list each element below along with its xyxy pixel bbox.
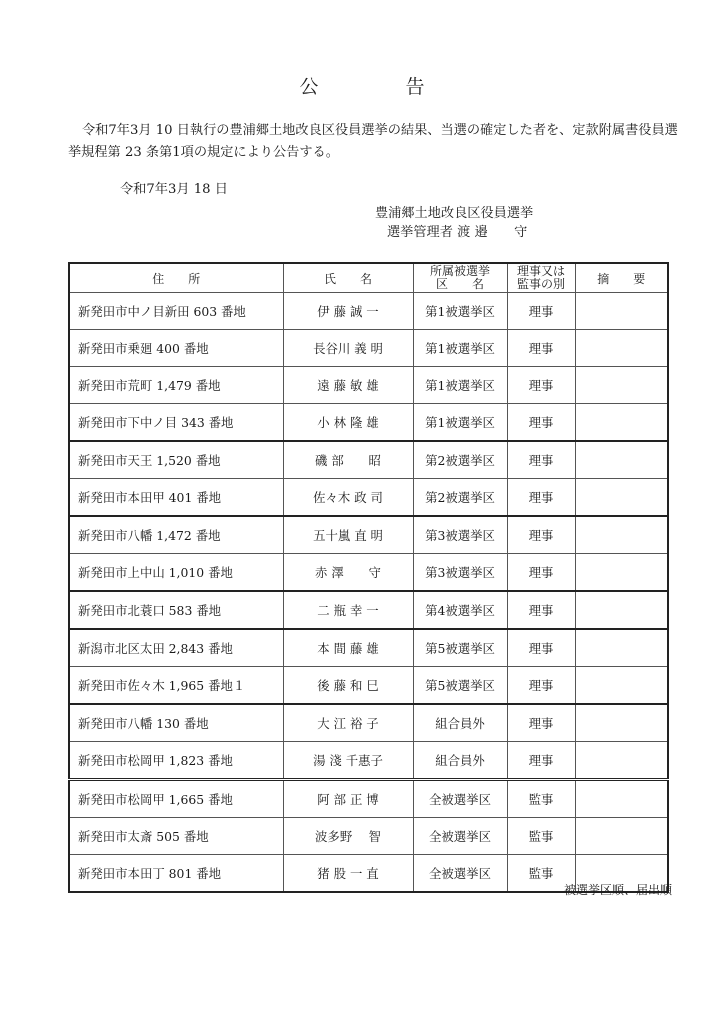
cell-district: 全被選挙区 <box>413 855 507 893</box>
cell-address: 新発田市本田丁 801 番地 <box>69 855 283 893</box>
issuer-line-2: 選挙管理者 渡 邉 守 <box>387 225 528 240</box>
cell-name: 遠 藤 敏 雄 <box>283 367 413 404</box>
cell-role: 理事 <box>507 516 575 554</box>
table-row <box>69 780 668 818</box>
cell-remarks <box>575 404 668 442</box>
cell-district: 全被選挙区 <box>413 818 507 855</box>
cell-address: 新発田市上中山 1,010 番地 <box>69 554 283 592</box>
results-table <box>68 262 669 893</box>
header-name: 氏 名 <box>283 263 413 293</box>
cell-address: 新発田市八幡 1,472 番地 <box>69 516 283 554</box>
table-row <box>69 330 668 367</box>
cell-name: 二 瓶 幸 一 <box>283 591 413 629</box>
table-row <box>69 704 668 742</box>
header-role <box>507 263 575 293</box>
header-address: 住 所 <box>69 263 283 293</box>
cell-role: 監事 <box>507 780 575 818</box>
cell-district: 第3被選挙区 <box>413 516 507 554</box>
cell-remarks <box>575 330 668 367</box>
issuer-block <box>375 204 533 242</box>
issuer-line-1: 豊浦郷土地改良区役員選挙 <box>375 206 534 221</box>
footnote: 被選挙区順、届出順 <box>563 883 672 897</box>
cell-district: 組合員外 <box>413 704 507 742</box>
header-district-line1: 所属被選挙 <box>429 264 490 278</box>
table-row <box>69 591 668 629</box>
table-row <box>69 742 668 780</box>
page-title: 公 告 <box>299 76 459 98</box>
cell-remarks <box>575 591 668 629</box>
cell-remarks <box>575 367 668 404</box>
cell-name: 阿 部 正 博 <box>283 780 413 818</box>
header-role-line2: 監事の別 <box>516 277 565 291</box>
cell-role: 理事 <box>507 554 575 592</box>
cell-name: 小 林 隆 雄 <box>283 404 413 442</box>
table-row <box>69 554 668 592</box>
cell-role: 理事 <box>507 704 575 742</box>
cell-address: 新発田市本田甲 401 番地 <box>69 479 283 517</box>
cell-remarks <box>575 667 668 705</box>
cell-address: 新発田市八幡 130 番地 <box>69 704 283 742</box>
table-header-row <box>69 263 668 293</box>
cell-name: 後 藤 和 巳 <box>283 667 413 705</box>
intro-text: 令和7年3月 10 日執行の豊浦郷土地改良区役員選挙の結果、当選の確定した者を、定款附属書役員選挙規程第 23 条第1項の規定により公告する。 <box>68 123 678 160</box>
cell-remarks <box>575 704 668 742</box>
cell-address: 新発田市松岡甲 1,823 番地 <box>69 742 283 780</box>
cell-name: 長谷川 義 明 <box>283 330 413 367</box>
cell-district: 組合員外 <box>413 742 507 780</box>
cell-address: 新発田市天王 1,520 番地 <box>69 441 283 479</box>
table-row <box>69 441 668 479</box>
cell-role: 理事 <box>507 441 575 479</box>
cell-role: 理事 <box>507 591 575 629</box>
cell-role: 理事 <box>507 367 575 404</box>
cell-remarks <box>575 780 668 818</box>
cell-role: 理事 <box>507 742 575 780</box>
cell-name: 伊 藤 誠 一 <box>283 293 413 330</box>
cell-remarks <box>575 554 668 592</box>
cell-district: 第2被選挙区 <box>413 441 507 479</box>
table-row <box>69 293 668 330</box>
cell-role: 理事 <box>507 293 575 330</box>
header-district <box>413 263 507 293</box>
table-row <box>69 516 668 554</box>
cell-address: 新発田市北蓑口 583 番地 <box>69 591 283 629</box>
table-row <box>69 818 668 855</box>
header-role-line1: 理事又は <box>516 264 565 278</box>
cell-district: 第4被選挙区 <box>413 591 507 629</box>
cell-remarks <box>575 479 668 517</box>
cell-role: 理事 <box>507 404 575 442</box>
cell-role: 理事 <box>507 330 575 367</box>
table-row <box>69 404 668 442</box>
intro-paragraph <box>68 120 688 164</box>
announcement-date: 令和7年3月 18 日 <box>120 182 228 197</box>
cell-remarks <box>575 629 668 667</box>
cell-district: 第1被選挙区 <box>413 367 507 404</box>
cell-name: 佐々木 政 司 <box>283 479 413 517</box>
cell-district: 第5被選挙区 <box>413 667 507 705</box>
cell-address: 新発田市乗廻 400 番地 <box>69 330 283 367</box>
cell-name: 磯 部 昭 <box>283 441 413 479</box>
cell-role: 理事 <box>507 629 575 667</box>
cell-remarks <box>575 742 668 780</box>
cell-role: 監事 <box>507 818 575 855</box>
cell-address: 新発田市荒町 1,479 番地 <box>69 367 283 404</box>
table-row <box>69 367 668 404</box>
cell-name: 湯 淺 千惠子 <box>283 742 413 780</box>
cell-district: 第1被選挙区 <box>413 330 507 367</box>
cell-role: 理事 <box>507 479 575 517</box>
table-row <box>69 629 668 667</box>
cell-district: 第1被選挙区 <box>413 293 507 330</box>
cell-name: 大 江 裕 子 <box>283 704 413 742</box>
cell-name: 猪 股 一 直 <box>283 855 413 893</box>
cell-address: 新潟市北区太田 2,843 番地 <box>69 629 283 667</box>
cell-address: 新発田市太斎 505 番地 <box>69 818 283 855</box>
cell-district: 第1被選挙区 <box>413 404 507 442</box>
cell-address: 新発田市下中ノ目 343 番地 <box>69 404 283 442</box>
cell-remarks <box>575 818 668 855</box>
cell-name: 本 間 藤 雄 <box>283 629 413 667</box>
cell-remarks <box>575 293 668 330</box>
cell-district: 全被選挙区 <box>413 780 507 818</box>
cell-name: 五十嵐 直 明 <box>283 516 413 554</box>
cell-name: 波多野 智 <box>283 818 413 855</box>
cell-name: 赤 澤 守 <box>283 554 413 592</box>
cell-address: 新発田市中ノ目新田 603 番地 <box>69 293 283 330</box>
cell-district: 第3被選挙区 <box>413 554 507 592</box>
header-district-line2: 区 名 <box>435 277 484 291</box>
cell-remarks <box>575 441 668 479</box>
cell-district: 第5被選挙区 <box>413 629 507 667</box>
cell-remarks <box>575 516 668 554</box>
cell-district: 第2被選挙区 <box>413 479 507 517</box>
cell-role: 理事 <box>507 667 575 705</box>
header-remarks: 摘 要 <box>575 263 668 293</box>
cell-role: 監事 <box>507 855 575 893</box>
cell-address: 新発田市松岡甲 1,665 番地 <box>69 780 283 818</box>
cell-address: 新発田市佐々木 1,965 番地１ <box>69 667 283 705</box>
table-row <box>69 479 668 517</box>
table-row <box>69 667 668 705</box>
